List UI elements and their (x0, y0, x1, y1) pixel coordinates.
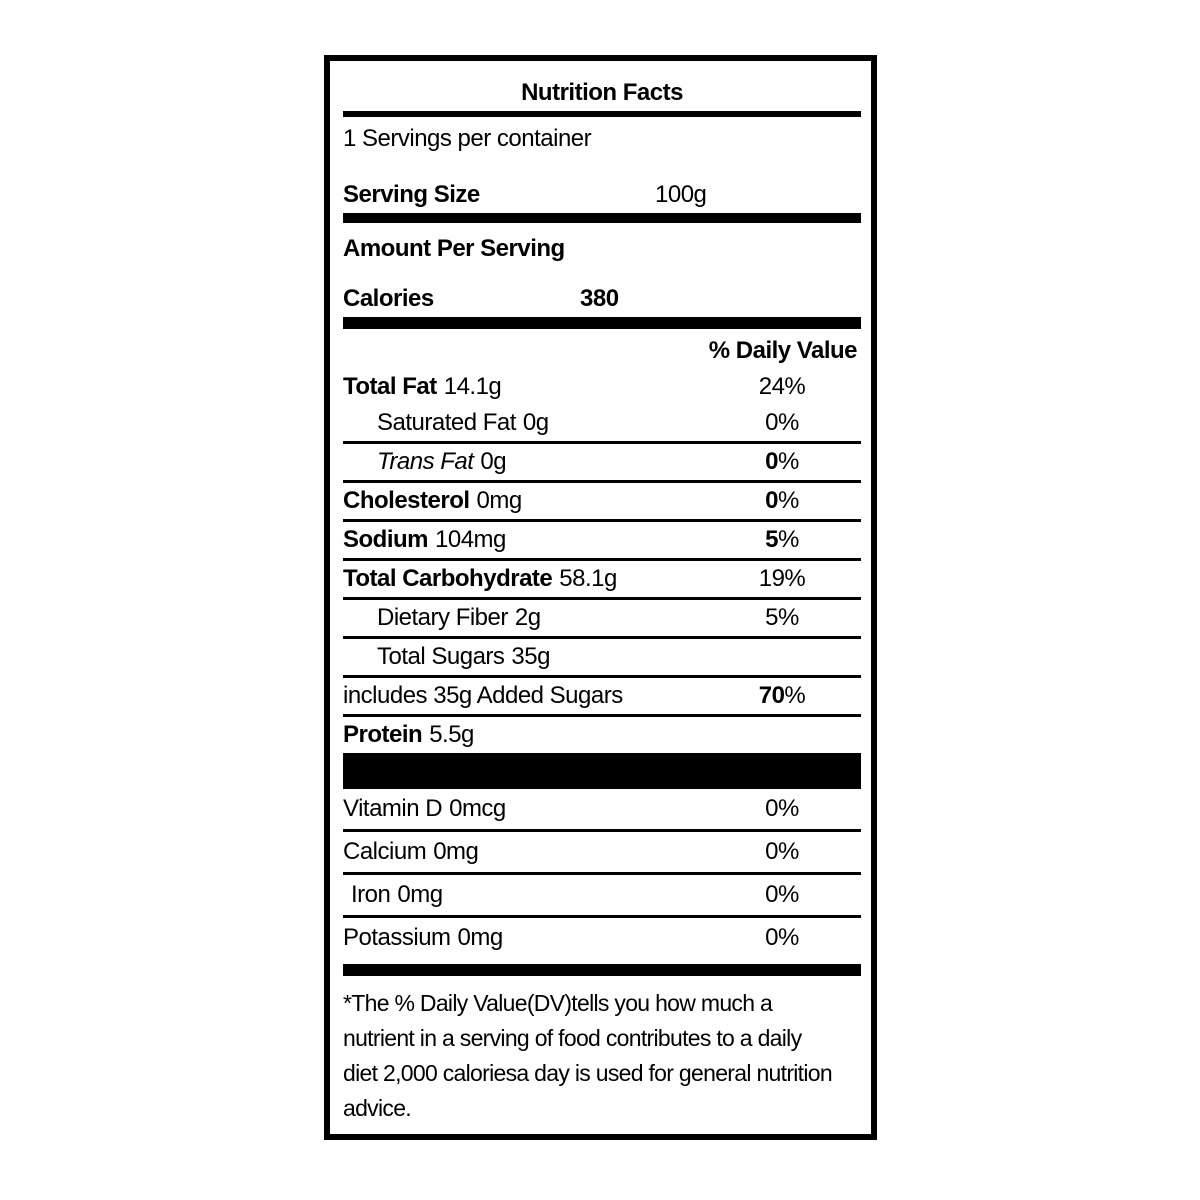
daily-value-percent: 0% (765, 487, 799, 514)
nutrition-facts-label (324, 55, 877, 1140)
footnote-line: nutrient in a serving of food contributes to a daily (343, 1025, 802, 1051)
nutrient-name: Trans Fat (377, 448, 474, 475)
nutrient-name: Iron (351, 881, 391, 908)
vitamin-table (343, 789, 861, 958)
nutrient-amount: 0mg (457, 924, 503, 951)
nutrient-row (343, 600, 861, 639)
nutrient-name: Cholesterol (343, 487, 470, 514)
amount-per-serving: Amount Per Serving (343, 235, 565, 262)
servings-per-container: 1 Servings per container (343, 125, 592, 152)
nutrient-amount: 0mg (476, 487, 522, 514)
nutrient-row (343, 405, 861, 444)
daily-value-percent: 24% (758, 373, 806, 400)
label-title: Nutrition Facts (521, 79, 683, 106)
nutrient-name: Sodium (343, 526, 428, 553)
nutrient-amount: 104mg (435, 526, 506, 553)
nutrient-row (343, 483, 861, 522)
nutrient-name: Total Fat (343, 373, 437, 400)
daily-value-percent: 19% (758, 565, 806, 592)
daily-value-header: % Daily Value (708, 337, 857, 364)
nutrient-row (343, 717, 861, 753)
nutrient-name: Dietary Fiber (377, 604, 508, 631)
nutrient-name: Saturated Fat (377, 409, 516, 436)
nutrient-name: Protein (343, 721, 423, 748)
divider-bar-footnote (343, 964, 861, 976)
nutrient-amount: 0g (480, 448, 507, 475)
divider-bar-calories (343, 317, 861, 329)
nutrient-row (343, 444, 861, 483)
nutrient-amount: 0mg (433, 838, 479, 865)
nutrient-table (343, 369, 861, 753)
vitamin-row (343, 875, 861, 918)
footnote-line: diet 2,000 caloriesa day is used for general nutrition (343, 1060, 832, 1086)
nutrient-row (343, 561, 861, 600)
daily-value-percent: 70% (758, 682, 806, 709)
vitamin-row (343, 918, 861, 958)
nutrient-amount: 0g (522, 409, 549, 436)
calories-label: Calories (343, 285, 434, 312)
section-divider-bar (343, 753, 861, 789)
nutrient-row (343, 639, 861, 678)
serving-size-row (343, 177, 861, 213)
nutrient-amount: 5.5g (429, 721, 474, 748)
divider-bar-serving (343, 213, 861, 223)
footnote (343, 986, 861, 1126)
nutrient-amount: 14.1g (443, 373, 502, 400)
daily-value-percent: 0% (765, 838, 799, 865)
nutrient-name: Total Sugars (377, 643, 505, 670)
daily-value-percent: 0% (765, 795, 799, 822)
nutrient-name: includes 35g Added Sugars (343, 682, 623, 709)
footnote-line: advice. (343, 1095, 411, 1121)
nutrient-name: Calcium (343, 838, 427, 865)
nutrient-row (343, 678, 861, 717)
daily-value-percent: 0% (765, 448, 799, 475)
nutrient-amount: 0mg (397, 881, 443, 908)
daily-value-percent: 0% (765, 881, 799, 908)
nutrient-name: Total Carbohydrate (343, 565, 553, 592)
nutrient-amount: 35g (511, 643, 550, 670)
daily-value-percent: 5% (765, 526, 799, 553)
serving-size-value: 100g (655, 181, 707, 208)
nutrient-amount: 58.1g (559, 565, 617, 592)
calories-value: 380 (580, 285, 619, 312)
vitamin-row (343, 789, 861, 832)
daily-value-percent: 5% (765, 604, 799, 631)
calories-row (343, 281, 861, 317)
daily-value-percent: 0% (765, 924, 799, 951)
nutrient-row (343, 522, 861, 561)
nutrient-row (343, 369, 861, 405)
daily-value-percent: 0% (765, 409, 799, 436)
footnote-line: *The % Daily Value(DV)tells you how much a (343, 990, 773, 1016)
serving-size-label: Serving Size (343, 181, 480, 208)
vitamin-row (343, 832, 861, 875)
nutrient-name: Vitamin D (343, 795, 443, 822)
nutrient-amount: 2g (514, 604, 541, 631)
nutrient-amount: 0mcg (449, 795, 506, 822)
nutrient-name: Potassium (343, 924, 451, 951)
